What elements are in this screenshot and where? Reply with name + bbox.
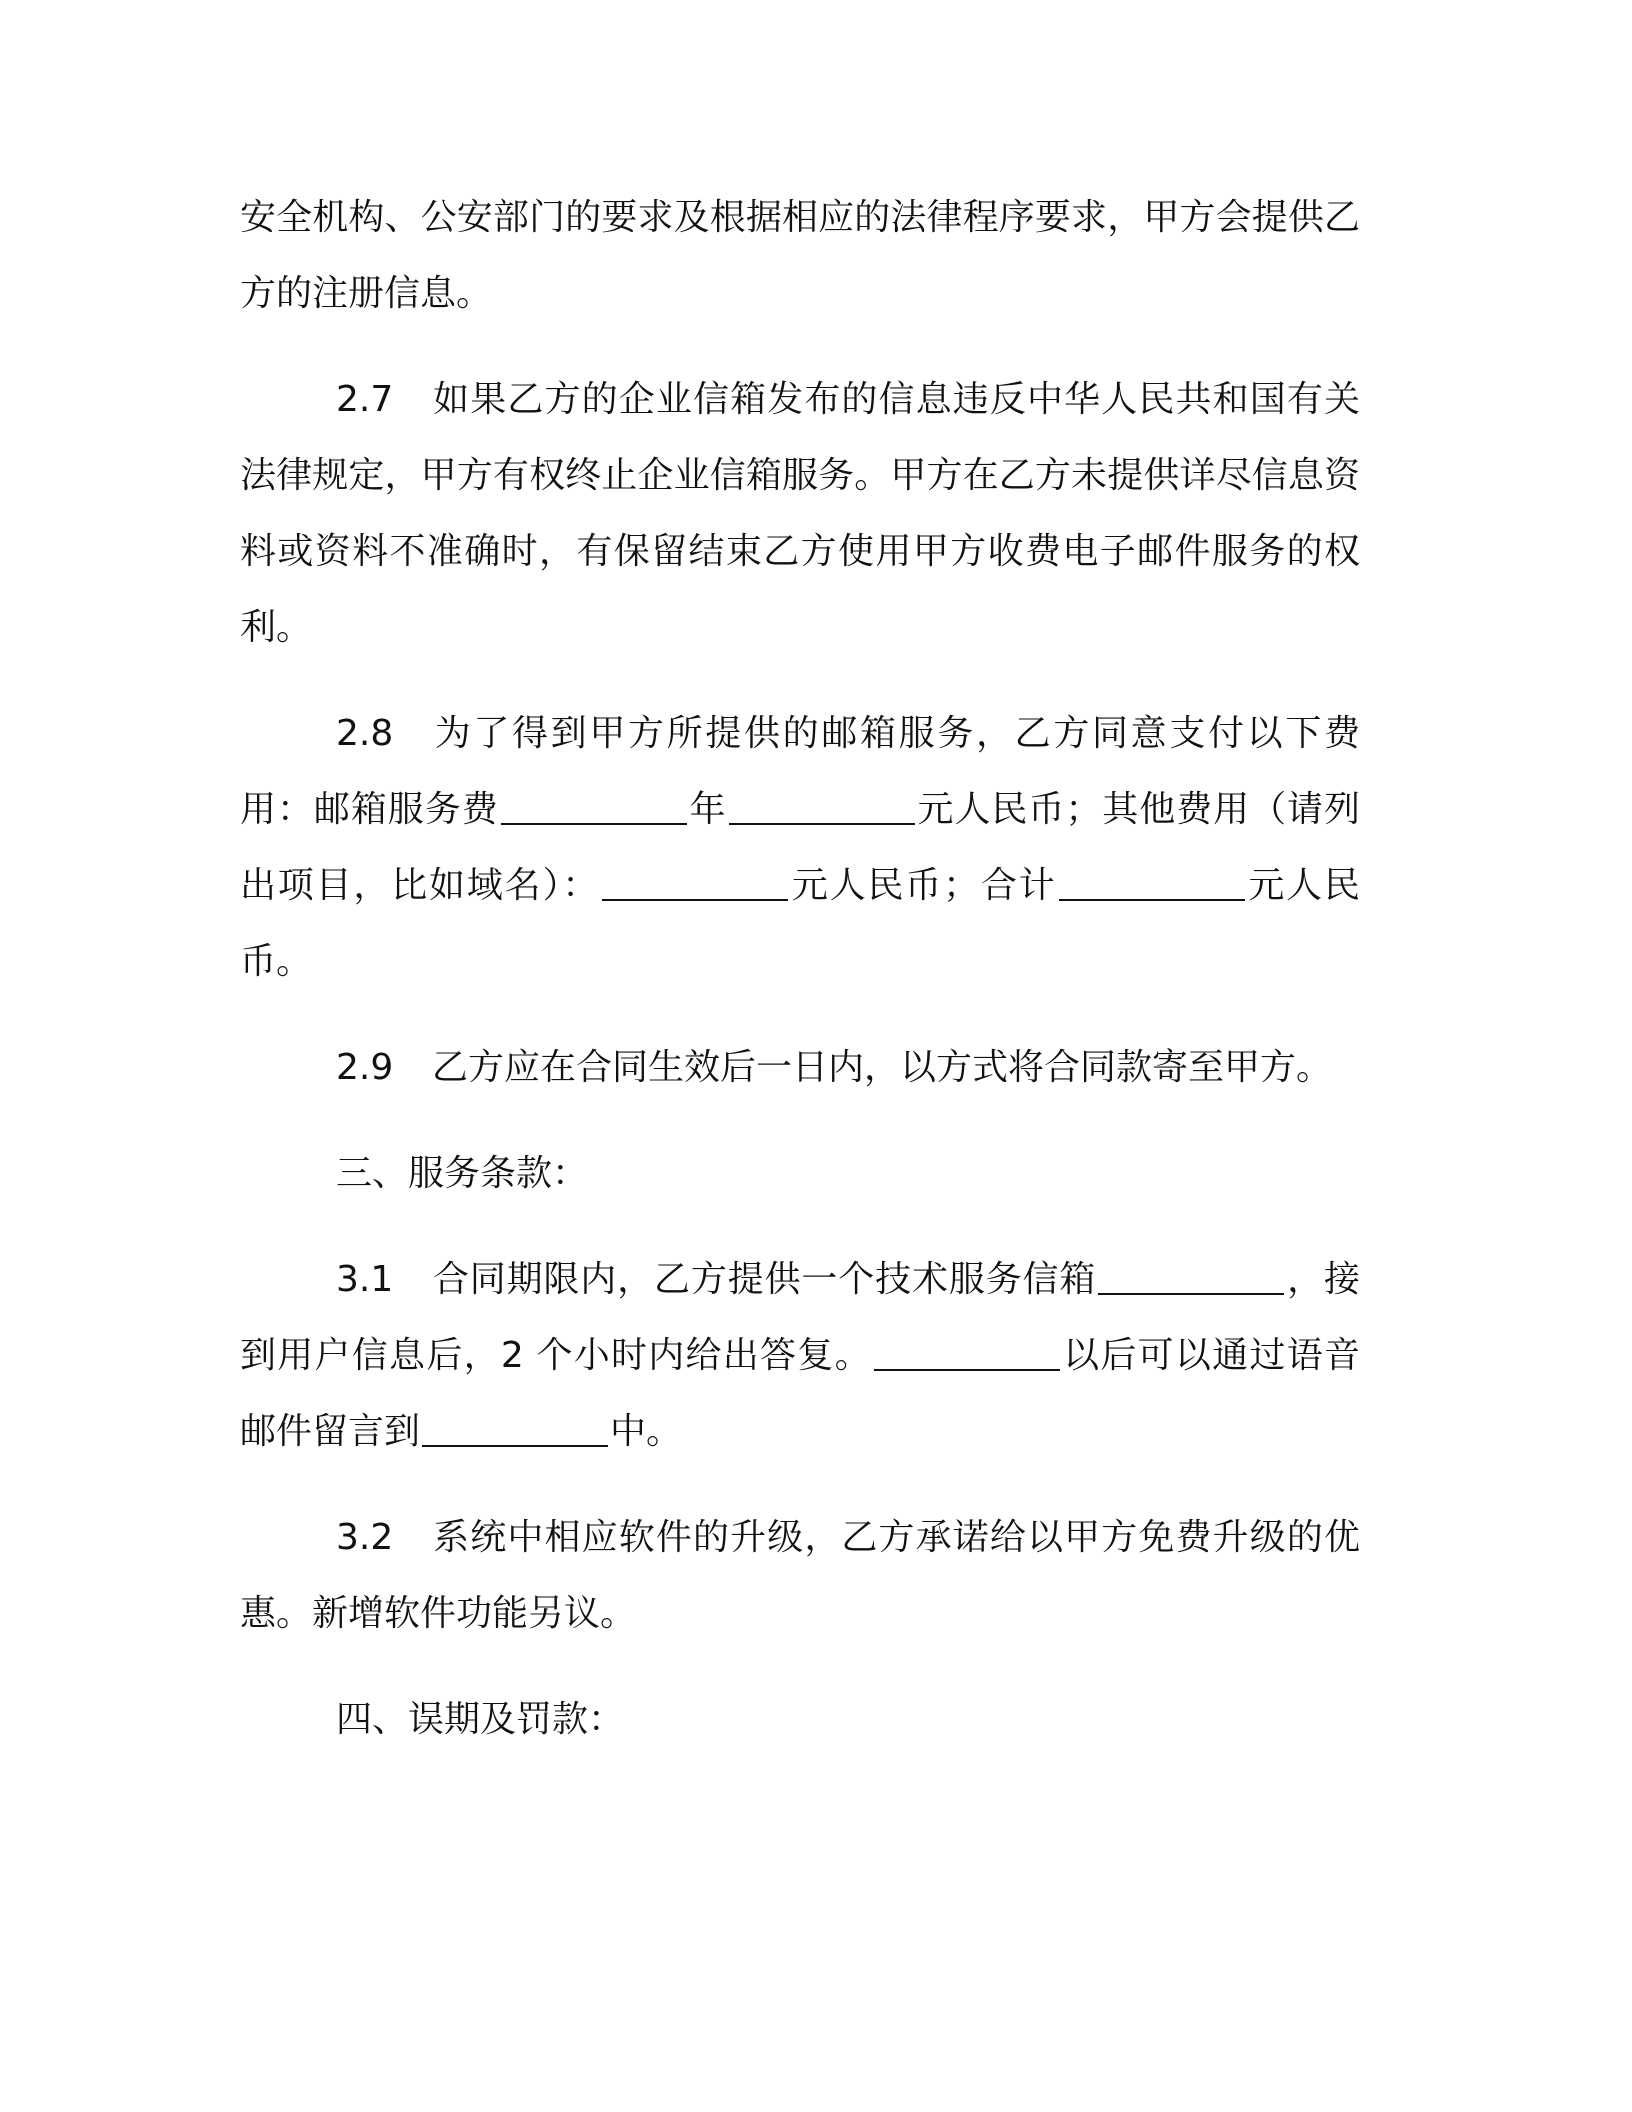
clause-text: ，接到用户信息后，2 个小时内给出答复。 xyxy=(240,1259,1360,1376)
clause-text: 元人民币；其他费用（请列出项目，比如域名）： xyxy=(240,789,1360,906)
clause-2-8 xyxy=(240,696,1360,1000)
fill-in-blank[interactable] xyxy=(874,1335,1060,1371)
clause-2-7 xyxy=(240,362,1360,666)
clause-text: 年 xyxy=(688,789,727,830)
fill-in-blank[interactable] xyxy=(422,1411,608,1447)
fill-in-blank[interactable] xyxy=(1098,1259,1284,1295)
clause-2-9 xyxy=(240,1030,1360,1106)
clause-text: 为了得到甲方所提供的邮箱服务，乙方同意支付以下费用：邮箱服务费 xyxy=(240,713,1360,830)
fill-in-blank[interactable] xyxy=(602,865,788,901)
clause-number: 2.9 xyxy=(336,1047,394,1088)
paragraph-continuation xyxy=(240,180,1360,332)
clause-number: 2.7 xyxy=(336,379,394,420)
fill-in-blank[interactable] xyxy=(1059,865,1245,901)
section-heading-3 xyxy=(240,1136,1360,1212)
heading-text: 四、误期及罚款： xyxy=(336,1699,625,1740)
clause-text: 系统中相应软件的升级，乙方承诺给以甲方免费升级的优惠。新增软件功能另议。 xyxy=(240,1517,1360,1634)
clause-text: 以后可以通过语音邮件留言到 xyxy=(240,1335,1360,1452)
heading-text: 三、服务条款： xyxy=(336,1153,589,1194)
clause-text: 乙方应在合同生效后一日内，以方式将合同款寄至甲方。 xyxy=(432,1047,1333,1088)
clause-number: 3.1 xyxy=(336,1259,394,1300)
clause-text: 元人民币。 xyxy=(240,865,1360,982)
document-body xyxy=(240,180,1360,1788)
clause-3-2 xyxy=(240,1500,1360,1652)
paragraph-text: 安全机构、公安部门的要求及根据相应的法律程序要求，甲方会提供乙方的注册信息。 xyxy=(240,197,1360,314)
section-heading-4 xyxy=(240,1682,1360,1758)
clause-text: 元人民币；合计 xyxy=(790,865,1057,906)
fill-in-blank[interactable] xyxy=(501,789,687,825)
clause-number: 2.8 xyxy=(336,713,394,754)
clause-3-1 xyxy=(240,1242,1360,1470)
clause-text: 合同期限内，乙方提供一个技术服务信箱 xyxy=(432,1259,1097,1300)
clause-number: 3.2 xyxy=(336,1517,394,1558)
fill-in-blank[interactable] xyxy=(729,789,915,825)
clause-text: 如果乙方的企业信箱发布的信息违反中华人民共和国有关法律规定，甲方有权终止企业信箱服务。甲方在乙方未提供详尽信息资料或资料不准确时，有保留结束乙方使用甲方收费电子邮件服务的权利。 xyxy=(240,379,1360,648)
clause-text: 中。 xyxy=(610,1411,683,1452)
